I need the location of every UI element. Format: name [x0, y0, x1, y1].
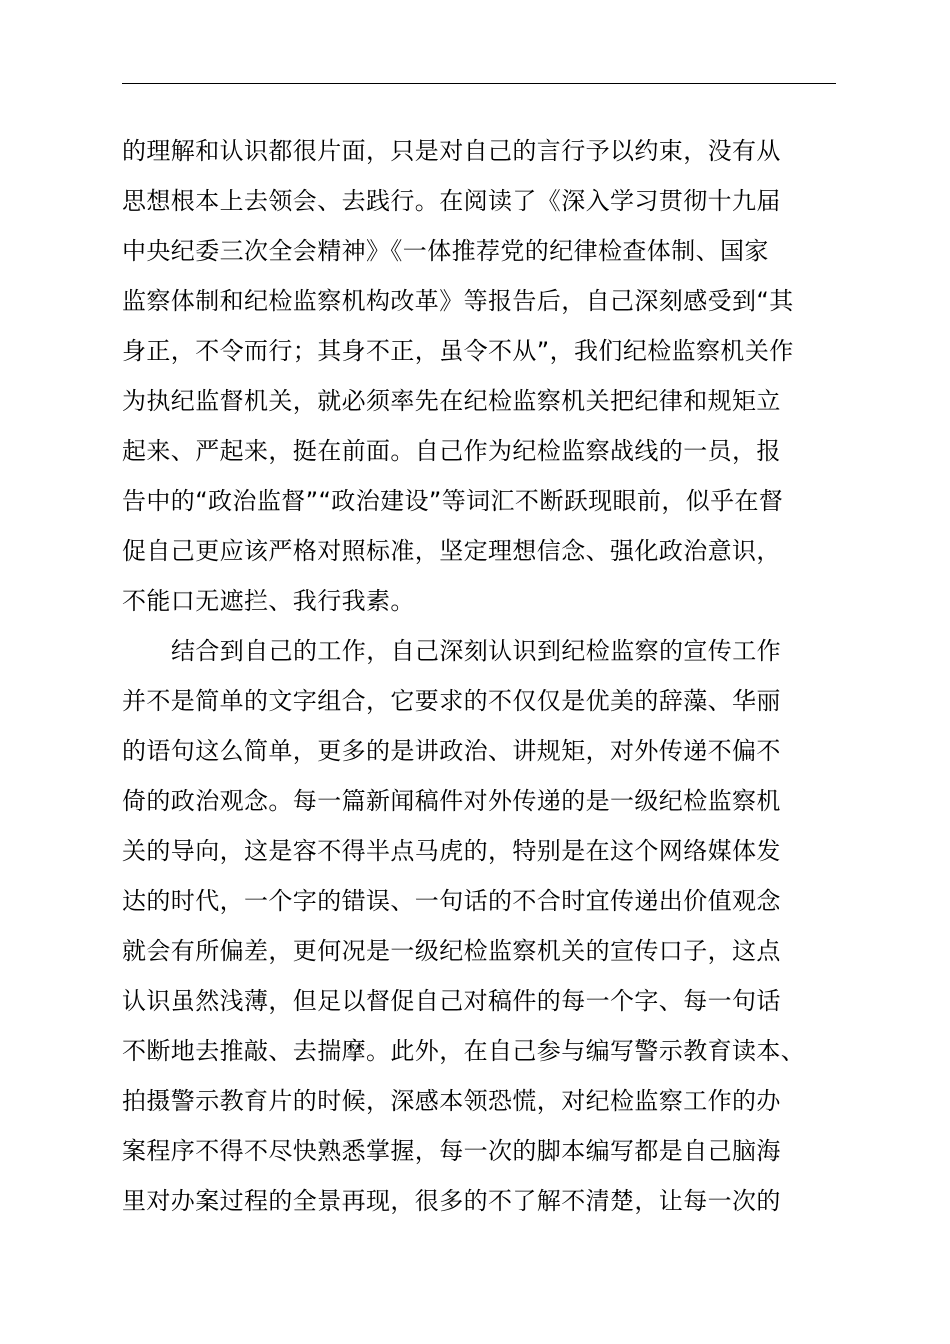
text-line: 监察体制和纪检监察机构改革》等报告后，自己深刻感受到“其	[122, 287, 794, 315]
paragraph-1	[122, 126, 852, 626]
text-line: 身正，不令而行；其身不正，虽令不从”，我们纪检监察机关作	[122, 337, 794, 365]
text-line: 起来、严起来，挺在前面。自己作为纪检监察战线的一员，报	[122, 437, 781, 465]
text-line: 思想根本上去领会、去践行。在阅读了《深入学习贯彻十九届	[122, 187, 781, 215]
text-line: 并不是简单的文字组合，它要求的不仅仅是优美的辞藻、华丽	[122, 687, 781, 715]
text-line: 认识虽然浅薄，但足以督促自己对稿件的每一个字、每一句话	[122, 987, 781, 1015]
text-line: 的理解和认识都很片面，只是对自己的言行予以约束，没有从	[122, 137, 781, 165]
text-line: 倚的政治观念。每一篇新闻稿件对外传递的是一级纪检监察机	[122, 787, 781, 815]
header-rule	[122, 83, 836, 84]
text-line: 告中的“政治监督”“政治建设”等词汇不断跃现眼前，似乎在督	[122, 487, 784, 515]
text-line: 案程序不得不尽快熟悉掌握，每一次的脚本编写都是自己脑海	[122, 1137, 781, 1165]
document-body	[122, 126, 852, 1226]
text-line: 关的导向，这是容不得半点马虎的，特别是在这个网络媒体发	[122, 837, 781, 865]
text-line: 不能口无遮拦、我行我素。	[122, 587, 415, 615]
text-line: 不断地去推敲、去揣摩。此外，在自己参与编写警示教育读本、	[122, 1037, 806, 1065]
paragraph-2	[122, 626, 852, 1226]
text-line: 促自己更应该严格对照标准，坚定理想信念、强化政治意识，	[122, 537, 781, 565]
text-line: 就会有所偏差，更何况是一级纪检监察机关的宣传口子，这点	[122, 937, 781, 965]
text-line: 拍摄警示教育片的时候，深感本领恐慌，对纪检监察工作的办	[122, 1087, 781, 1115]
text-line-indented: 结合到自己的工作，自己深刻认识到纪检监察的宣传工作	[171, 637, 781, 665]
text-line: 为执纪监督机关，就必须率先在纪检监察机关把纪律和规矩立	[122, 387, 781, 415]
text-line: 里对办案过程的全景再现，很多的不了解不清楚，让每一次的	[122, 1187, 781, 1215]
text-line: 的语句这么简单，更多的是讲政治、讲规矩，对外传递不偏不	[122, 737, 781, 765]
text-line: 中央纪委三次全会精神》《一体推荐党的纪律检查体制、国家	[122, 237, 769, 265]
text-line: 达的时代，一个字的错误、一句话的不合时宜传递出价值观念	[122, 887, 781, 915]
